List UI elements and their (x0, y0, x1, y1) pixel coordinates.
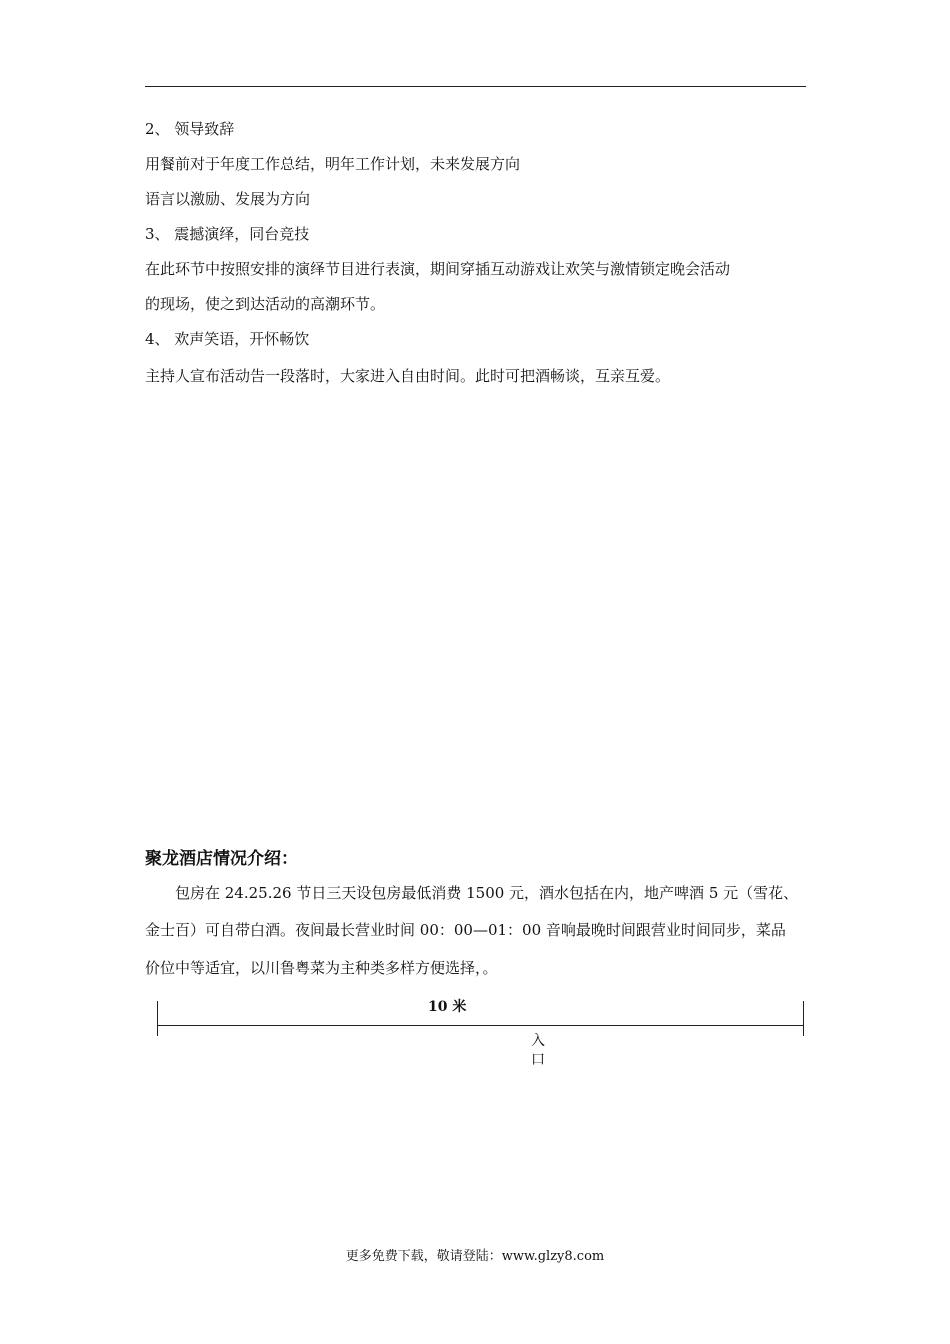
item-3-line-1: 在此环节中按照安排的演绎节目进行表演，期间穿插互动游戏让欢笑与激情锁定晚会活动 (145, 260, 731, 278)
header-rule (145, 86, 806, 87)
entrance-label (530, 1032, 546, 1070)
dimension-line (158, 1025, 804, 1026)
dimension-tick-right (803, 1001, 804, 1036)
item-3-line-2: 的现场，使之到达活动的高潮环节。 (145, 295, 386, 313)
hotel-para-line-3: 价位中等适宜，以川鲁粤菜为主种类多样方便选择，。 (145, 959, 498, 977)
item-2-line-1: 用餐前对于年度工作总结，明年工作计划，未来发展方向 (145, 155, 521, 173)
item-2-line-2: 语言以激励、发展为方向 (145, 190, 311, 208)
item-4-line-1: 主持人宣布活动告一段落时，大家进入自由时间。此时可把酒畅谈，互亲互爱。 (145, 367, 671, 385)
entrance-char-1: 入 (531, 1033, 545, 1049)
entrance-char-2: 口 (531, 1052, 545, 1068)
item-3-title: 3、 震撼演绎，同台竞技 (145, 225, 310, 243)
dimension-label: 10 米 (428, 999, 467, 1015)
hotel-heading: 聚龙酒店情况介绍： (145, 849, 298, 869)
item-4-title: 4、 欢声笑语，开怀畅饮 (145, 330, 310, 348)
hotel-para-line-1: 包房在 24.25.26 节日三天设包房最低消费 1500 元，酒水包括在内，地产啤酒 5 元（雪花、 (175, 884, 799, 902)
room-dimension-diagram (156, 998, 806, 1078)
dimension-tick-left (157, 1001, 158, 1036)
hotel-para-line-2: 金士百）可自带白酒。夜间最长营业时间 00：00—01：00 音响最晚时间跟营业时间同步，菜品 (145, 921, 786, 939)
footer-text: 更多免费下载，敬请登陆：www.glzy8.com (345, 1249, 605, 1264)
item-2-title: 2、 领导致辞 (145, 120, 235, 138)
